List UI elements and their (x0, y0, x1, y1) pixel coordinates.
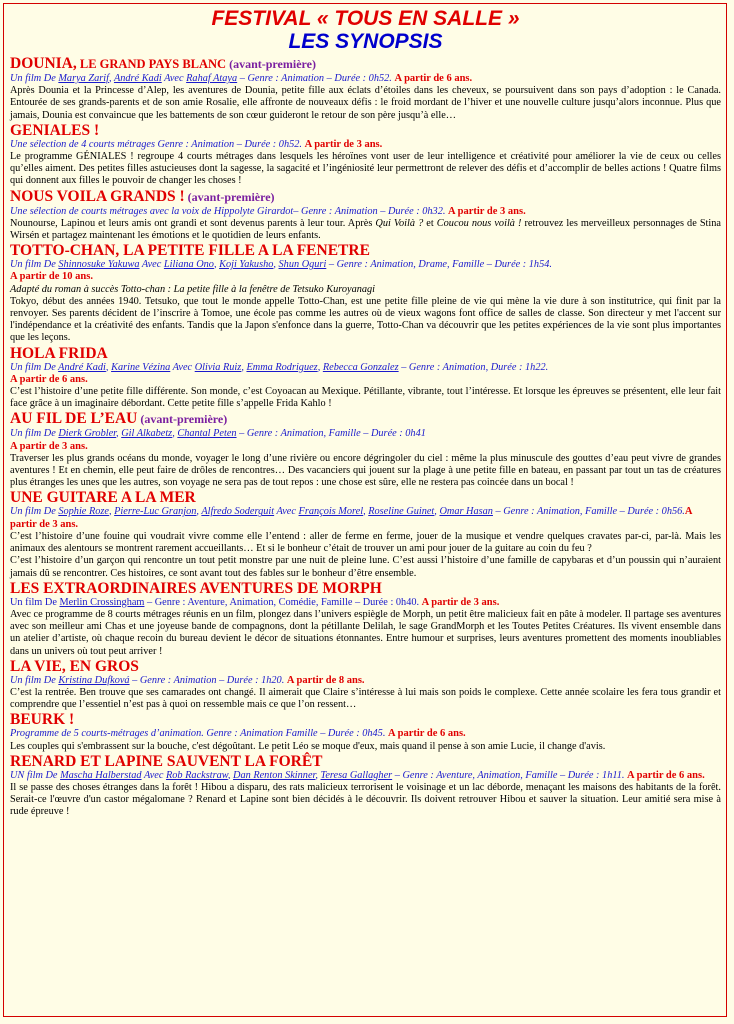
film-credits: Un film De Sophie Roze, Pierre-Luc Granjon, Alfredo Soderguit Avec François Morel, Roseline Guinet, Omar Hasan – Genre : Animation, Famille – Durée : 0h56.A partir de 3 ans. (10, 506, 692, 530)
film-title (10, 122, 721, 139)
title-main: GENIALES ! (10, 121, 100, 139)
film-details: – Genre : Animation, Famille – Durée : 0h41 (236, 428, 426, 440)
credits-prefix: Un film De (10, 428, 59, 440)
film-details: – Genre : Aventure, Animation, Comédie, Famille – Durée : 0h40. (144, 596, 422, 608)
film-details: Une sélection de 4 courts métrages Genre : Animation – Durée : 0h52. (10, 138, 305, 150)
film-geniales (10, 122, 721, 188)
title-main: RENARD ET LAPINE SAUVENT LA FORÊT (10, 752, 323, 770)
age-rating: A partir de 3 ans. (304, 138, 383, 150)
cast-prefix: Avec (141, 769, 166, 781)
title-main: LA VIE, EN GROS (10, 657, 139, 675)
film-synopsis: Les couples qui s'embrassent sur la bouche, c'est dégoûtant. Le petit Léo se moque d'eux, mais quand il pense à son amie Lucie, il change d'avis. (10, 740, 606, 752)
film-credits: Un film De Marya Zarif, André Kadi Avec Rahaf Ataya – Genre : Animation – Durée : 0h52. A partir de 6 ans. (10, 73, 473, 84)
film-title (10, 658, 721, 675)
film-morph (10, 580, 721, 658)
film-credits (10, 728, 721, 740)
synopsis-film-ref: Coucou nous voilà ! (436, 217, 522, 229)
film-details: Une sélection de courts métrages avec la voix de Hippolyte Girardot– Genre : Animation – Durée : 0h32. (10, 205, 448, 217)
age-rating: A partir de 6 ans. (394, 73, 473, 84)
film-au-fil-de-l-eau (10, 410, 721, 489)
premiere-badge: (avant-première) (226, 57, 316, 71)
credits-prefix: Un film De (10, 259, 59, 271)
director-link[interactable]: André Kadi (58, 361, 106, 373)
film-nous-voila-grands (10, 188, 721, 243)
age-rating: A partir de 3 ans. (448, 205, 526, 217)
credits-prefix: UN film De (10, 769, 61, 781)
film-title (10, 580, 721, 597)
film-credits: Un film De Dierk Grobler, Gil Alkabetz, Chantal Peten – Genre : Animation, Famille – Durée : 0h41 A partir de 3 ans. (10, 428, 426, 452)
cast-link[interactable]: Olivia Ruiz (194, 361, 242, 373)
age-rating: A partir de 8 ans. (286, 674, 365, 686)
director-link[interactable]: Kristina Dufková (58, 674, 130, 686)
film-renard-et-lapine (10, 753, 721, 819)
cast-prefix: Avec (161, 73, 187, 84)
title-main: LES EXTRAORDINAIRES AVENTURES DE MORPH (10, 579, 382, 597)
film-title (10, 489, 721, 506)
cast-link[interactable]: Koji Yakusho (219, 259, 274, 271)
synopsis-text: retrouvez les merveilleux personnages de Stina Wirsén et partagez maintenant les émotions et le quotidien de leurs enfants. (10, 217, 721, 242)
film-synopsis: C’est l’histoire d’une petite fille différente. Son monde, c’est Coyoacan au Mexique. Pétillante, vibrante, tout l’intéresse. Et lorsque les épreuves se présentent, elle leur fait face grâce à un imaginaire débordant. Cette petite fille s’appelle Frida Kahlo ! (10, 386, 721, 410)
director-link[interactable]: Gil Alkabetz (121, 428, 173, 440)
film-synopsis-continued: C’est l’histoire d’un garçon qui rencontre un tout petit monstre par une nuit de pleine lune. C’est aussi l’histoire d’une famille de capybaras et d’un poussin qui n’auraient jamais dû se rencontrer. Ces histoires, ce sont avant tout des fables sur le bonheur d’être ensemble. (10, 555, 721, 579)
film-credits (10, 597, 721, 609)
film-synopsis: Après Dounia et la Princesse d’Alep, les aventures de Dounia, petite fille aux éclats d’étoiles dans les cheveux, se poursuivent dans son pays d’adoption : le Canada. Entourée de ses grands-parents et de son amie Rosalie, elle affronte de nouveaux défis : le froid mordant de l’hiver et une nouvelle culture jusqu’alors inconnue. Plus que jamais, Dounia est convaincue que les battements de son cœur guideront le retour de son père jusqu’à elle… (10, 85, 721, 121)
film-details: – Genre : Animation, Drame, Famille – Durée : 1h54. (326, 259, 552, 271)
film-title (10, 410, 721, 428)
film-credits (10, 139, 721, 151)
film-credits: UN film De Mascha Halberstad Avec Rob Rackstraw, Dan Renton Skinner, Teresa Gallagher – Genre : Aventure, Animation, Famille – Durée : 1h11. A partir de 6 ans. (10, 769, 705, 781)
director-link[interactable]: Mascha Halberstad (60, 769, 142, 781)
age-rating: A partir de 3 ans. (10, 506, 692, 530)
cast-link[interactable]: Shun Oguri (278, 259, 327, 271)
film-credits: Un film De André Kadi, Karine Vézina Avec Olivia Ruiz, Emma Rodriguez, Rebecca Gonzalez – Genre : Animation, Durée : 1h22. A partir de 6 ans. (10, 361, 549, 385)
director-link[interactable]: Dierk Grobler (58, 428, 117, 440)
credits-prefix: Un film De (10, 73, 59, 84)
festival-title: FESTIVAL « TOUS EN SALLE » (211, 7, 520, 30)
film-totto-chan (10, 242, 721, 344)
film-credits: Un film De Shinnosuke Yakuwa Avec Liliana Ono, Koji Yakusho, Shun Oguri – Genre : Animation, Drame, Famille – Durée : 1h54. A partir de 10 ans. (10, 259, 552, 283)
page-header (10, 7, 721, 53)
title-main: BEURK ! (10, 711, 75, 729)
film-la-vie-en-gros (10, 658, 721, 712)
film-hola-frida (10, 345, 721, 411)
cast-link[interactable]: Roseline Guinet (368, 506, 435, 518)
cast-link[interactable]: Emma Rodriguez (246, 361, 318, 373)
film-synopsis: C’est l’histoire d’une fouine qui voudrait vivre comme elle l’entend : aller de ferme en ferme, jouer de la musique et vendre quelques cravates par-ci, par-là. Mais les animaux des alentours se montrent rarement accueillants… Et si le bonheur c’était de trouver un ami pour jouer de la guitare au coin du feu ? (10, 530, 721, 555)
film-synopsis (10, 218, 721, 242)
cast-link[interactable]: Rahaf Ataya (186, 73, 238, 84)
director-link[interactable]: Alfredo Soderguit (201, 506, 275, 518)
film-une-guitare-a-la-mer (10, 489, 721, 579)
cast-prefix: Avec (274, 506, 299, 518)
film-details: Programme de 5 courts-métrages d’animation. Genre : Animation Famille – Durée : 0h45. (10, 728, 388, 740)
film-title (10, 753, 721, 770)
film-synopsis: Le programme GÉNIALES ! regroupe 4 courts métrages dans lesquels les héroïnes vont user de leur intelligence et créativité pour améliorer la vie de ceux ou celles qu’elles aiment. Des petites filles astucieuses dont la sagesse, la sagacité et l’ingéniosité leur permettront de relever des défis et d’accomplir de belles actions ! Quatre films qui donnent aux filles le pouvoir de changer les choses ! (10, 151, 721, 187)
credits-prefix: Un film De (10, 506, 59, 518)
title-main: DOUNIA, (10, 55, 77, 72)
cast-link[interactable]: Rob Rackstraw (165, 769, 228, 781)
film-title (10, 345, 721, 362)
film-title (10, 711, 721, 728)
film-synopsis: C’est la rentrée. Ben trouve que ses camarades ont changé. Il aimerait que Claire s’intéresse à lui mais son poids le complexe. Cette année scolaire les fera tous grandir et comprendre que l’essentiel n’est pas à quoi on ressemble mais ce que l’on ressent… (10, 686, 721, 711)
cast-link[interactable]: Liliana Ono (163, 259, 214, 271)
film-synopsis: Avec ce programme de 8 courts métrages réunis en un film, plongez dans l’univers espiègle de Morph, un petit être malicieux fait en pâte à modeler. Il partage ses aventures avec son meilleur ami Chas et une joyeuse bande de compagnons, dont la pétillante Delilah, le sage GrandMorph et les Toutes Petites Créatures. Ils vivent ensemble dans un atelier d’artiste, où chaque recoin du bureau devient le décor de situations étonnantes. Entre humour et surprises, leurs aventures promettent des moments inoubliables dans un univers où tout peut arriver ! (10, 608, 721, 657)
film-details: – Genre : Animation – Durée : 1h20. (129, 674, 287, 686)
film-credits (10, 675, 721, 687)
credits-prefix: Un film De (10, 596, 60, 608)
director-link[interactable]: Pierre-Luc Granjon (114, 506, 197, 518)
film-synopsis: Tokyo, début des années 1940. Tetsuko, que tout le monde appelle Totto-Chan, est une petite fille pleine de vie qui mène la vie dure à son institutrice, qui finit par la renvoyer. Ses parents décident de l’inscrire à Tomoe, une école pas comme les autres où de vieux wagons font office de salles de classe. Son directeur y met l'accent sur l'indépendance et la créativité des enfants. Tandis que la Japon s'enfonce dans la guerre, Totto-Chan va découvrir que les petites expériences de la vie sont plus importantes que les leçons. (10, 295, 721, 344)
director-link[interactable]: Marya Zarif (58, 73, 109, 84)
cast-link[interactable]: Dan Renton Skinner (233, 769, 316, 781)
age-rating: A partir de 3 ans. (10, 440, 88, 452)
synopsis-text: et (423, 217, 437, 229)
director-link[interactable]: Sophie Roze (58, 506, 109, 518)
premiere-badge: (avant-première) (184, 189, 275, 204)
film-title (10, 188, 721, 206)
synopsis-subtitle: LES SYNOPSIS (288, 30, 443, 53)
film-details: – Genre : Aventure, Animation, Famille – Durée : 1h11. (392, 769, 628, 781)
director-link[interactable]: Chantal Peten (177, 428, 237, 440)
director-link[interactable]: Merlin Crossingham (59, 596, 145, 608)
cast-link[interactable]: Rebecca Gonzalez (322, 361, 399, 373)
credits-prefix: Un film De (10, 361, 59, 373)
credits-prefix: Un film De (10, 674, 59, 686)
director-link[interactable]: Shinnosuke Yakuwa (58, 259, 140, 271)
premiere-badge: (avant-première) (137, 412, 228, 427)
title-main: NOUS VOILA GRANDS ! (10, 187, 185, 205)
film-adaptation-note: Adapté du roman à succès Totto-chan : La petite fille à la fenêtre de Tetsuko Kuroyanagi (10, 283, 376, 295)
title-rest: LE GRAND PAYS BLANC (76, 57, 227, 71)
director-link[interactable]: Karine Vézina (111, 361, 171, 373)
age-rating: A partir de 10 ans. (10, 271, 93, 283)
synopsis-page (3, 3, 727, 1017)
synopsis-film-ref: Qui Voilà ? (375, 217, 424, 229)
cast-prefix: Avec (139, 259, 164, 271)
title-main: AU FIL DE L’EAU (10, 410, 138, 428)
cast-link[interactable]: François Morel (298, 506, 364, 518)
film-title (10, 242, 721, 259)
title-main: TOTTO-CHAN, LA PETITE FILLE A LA FENETRE (10, 242, 370, 260)
synopsis-text: Nounourse, Lapinou et leurs amis ont grandi et sont devenus parents à leur tour. Après (10, 217, 376, 229)
film-synopsis: Il se passe des choses étranges dans la forêt ! Hibou a disparu, des rats malicieux terrorisent le voisinage et un lac déborde, menaçant les maisons des habitants de la forêt. Serait-ce l'œuvre d'un castor mégalomane ? Renard et Lapine sont bien décidés à le découvrir. Ils doivent retrouver Hibou et sauver la situation. Leur amitié sera mise à rude épreuve ! (10, 781, 721, 818)
cast-link[interactable]: Teresa Gallagher (320, 769, 393, 781)
director-link[interactable]: André Kadi (113, 73, 162, 84)
film-title (10, 55, 721, 73)
age-rating: A partir de 6 ans. (387, 728, 466, 740)
cast-link[interactable]: Omar Hasan (439, 506, 493, 518)
age-rating: A partir de 6 ans. (10, 373, 88, 385)
film-credits (10, 206, 721, 218)
film-details: – Genre : Animation, Durée : 1h22. (398, 361, 549, 373)
title-main: UNE GUITARE A LA MER (10, 489, 196, 507)
age-rating: A partir de 3 ans. (421, 596, 500, 608)
title-main: HOLA FRIDA (10, 344, 108, 362)
film-beurk (10, 711, 721, 752)
film-details: – Genre : Animation – Durée : 0h52. (237, 73, 395, 84)
age-rating: A partir de 6 ans. (627, 769, 705, 781)
film-dounia (10, 55, 721, 122)
film-synopsis: Traverser les plus grands océans du monde, voyager le long d’une rivière ou encore dégringoler du ciel : même la plus minuscule des gouttes d’eau peut vivre de grandes aventures ! Et en chemin, elle peut faire de drôles de rencontres… Des vacanciers qui jouent sur la plage à une petite fille en bateau, en passant par tout un tas de créatures plus étranges les unes que les autres, son voyage ne sera pas de tout repos : une chose est sûre, elle ne restera pas coincée dans un bocal ! (10, 452, 721, 489)
film-details: – Genre : Animation, Famille – Durée : 0h56. (492, 506, 685, 518)
cast-prefix: Avec (170, 361, 195, 373)
